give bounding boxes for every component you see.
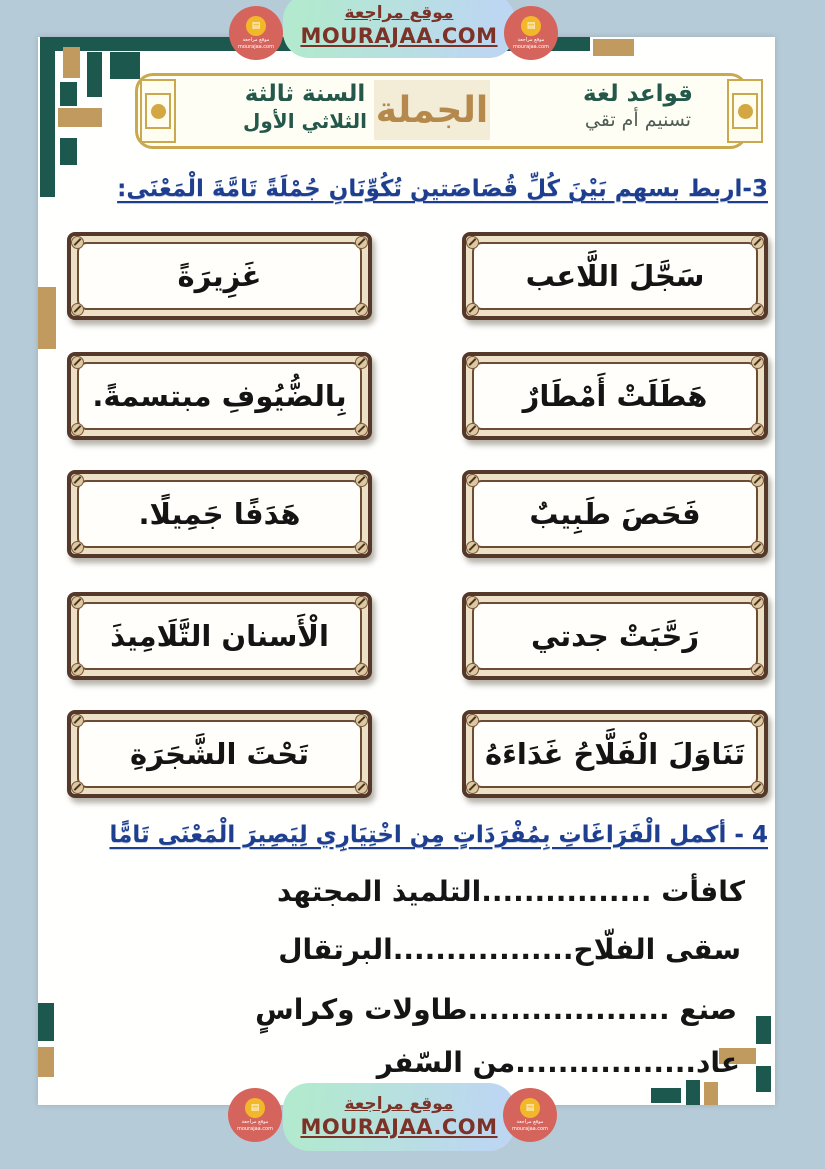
sentence-card[interactable] <box>67 352 372 440</box>
header-subject-block <box>552 80 724 133</box>
site-name-arabic: موقع مراجعة <box>344 3 454 24</box>
logo-book-icon: ▤ <box>245 1098 265 1118</box>
screw-icon <box>466 541 479 554</box>
deco-square <box>87 52 102 97</box>
card-text: سَجَّلَ اللَّاعب <box>472 242 758 310</box>
card-text: الْأَسنان التَّلَامِيذَ <box>77 602 362 670</box>
sentence-card[interactable] <box>462 710 768 798</box>
card-text: بِالضُّيُوفِ مبتسمةً. <box>77 362 362 430</box>
screw-icon <box>71 541 84 554</box>
screw-icon <box>751 423 764 436</box>
screw-icon <box>355 474 368 487</box>
screw-icon <box>751 356 764 369</box>
screw-icon <box>71 423 84 436</box>
site-logo <box>504 6 558 60</box>
sentence-card[interactable] <box>67 232 372 320</box>
screw-icon <box>71 236 84 249</box>
card-text: هَطَلَتْ أَمْطَارٌ <box>472 362 758 430</box>
site-logo <box>503 1088 557 1142</box>
screw-icon <box>751 236 764 249</box>
fill-blank-line[interactable]: سقى الفلّاح.................البرتقال <box>278 933 741 966</box>
screw-icon <box>71 303 84 316</box>
lesson-title-box <box>374 80 490 140</box>
sentence-card[interactable] <box>462 470 768 558</box>
fill-blank-line[interactable]: كافأت ................التلميذ المجتهد <box>277 875 745 908</box>
deco-square <box>38 1047 54 1077</box>
term-label: الثلاثي الأول <box>243 108 367 133</box>
sentence-card[interactable] <box>462 352 768 440</box>
screw-icon <box>466 663 479 676</box>
screw-icon <box>466 474 479 487</box>
screw-icon <box>355 303 368 316</box>
logo-domain: mourajaa.com <box>512 44 549 50</box>
sentence-card[interactable] <box>67 592 372 680</box>
screw-icon <box>71 663 84 676</box>
logo-book-icon: ▤ <box>246 16 266 36</box>
logo-title: موقع مراجعة <box>242 37 270 43</box>
logo-domain: mourajaa.com <box>511 1126 548 1132</box>
deco-square <box>686 1080 700 1105</box>
logo-title: موقع مراجعة <box>516 1119 544 1125</box>
screw-icon <box>355 781 368 794</box>
deco-square <box>60 82 77 106</box>
site-logo <box>228 1088 282 1142</box>
screw-icon <box>466 356 479 369</box>
screw-icon <box>751 541 764 554</box>
logo-book-icon: ▤ <box>520 1098 540 1118</box>
sentence-card[interactable] <box>462 232 768 320</box>
site-url-link[interactable]: MOURAJAA.COM <box>300 1114 498 1139</box>
deco-square <box>756 1016 771 1044</box>
screw-icon <box>71 356 84 369</box>
sentence-card[interactable] <box>67 470 372 558</box>
screw-icon <box>355 596 368 609</box>
screw-icon <box>751 596 764 609</box>
exercise4-instruction: 4 - أكمل الْفَرَاغَاتِ بِمُفْرَدَاتٍ مِن اخْتِيَارِي لِيَصِيرَ الْمَعْنَى تَامًّا <box>109 822 768 848</box>
fill-blank-line[interactable]: صنع ...................طاولات وكراسٍ <box>255 993 737 1026</box>
card-text: تَنَاوَلَ الْفَلَّاحُ غَدَاءَهُ <box>472 720 758 788</box>
card-text: رَحَّبَتْ جدتي <box>472 602 758 670</box>
teacher-label: تسنيم أم تقي <box>584 108 692 131</box>
fill-blank-line[interactable]: عاد.................من السّفر <box>376 1046 740 1079</box>
sentence-card[interactable] <box>462 592 768 680</box>
site-banner-top[interactable] <box>283 0 515 58</box>
exercise3-instruction: 3-اربط بسهم بَيْنَ كُلِّ قُصَاصَتين تُكُوِّنَانِ جُمْلَةً تَامَّةَ الْمَعْنَى: <box>117 176 768 202</box>
screw-icon <box>355 356 368 369</box>
screw-icon <box>71 596 84 609</box>
screw-icon <box>355 236 368 249</box>
screw-icon <box>466 596 479 609</box>
deco-square <box>38 1003 54 1041</box>
screw-icon <box>355 423 368 436</box>
logo-book-icon: ▤ <box>521 16 541 36</box>
grade-label: السنة ثالثة <box>244 81 366 107</box>
sentence-card[interactable] <box>67 710 372 798</box>
deco-square <box>593 39 634 56</box>
logo-domain: mourajaa.com <box>237 44 274 50</box>
endcap-box <box>732 93 758 129</box>
screw-icon <box>71 474 84 487</box>
screw-icon <box>751 714 764 727</box>
screw-icon <box>466 236 479 249</box>
deco-square <box>63 47 80 78</box>
endcap-dot-icon <box>738 104 753 119</box>
screw-icon <box>751 474 764 487</box>
screw-icon <box>71 781 84 794</box>
card-text: فَحَصَ طَبِيبٌ <box>472 480 758 548</box>
header-grade-block <box>225 80 385 134</box>
screw-icon <box>466 714 479 727</box>
screw-icon <box>751 663 764 676</box>
deco-square <box>60 138 77 165</box>
screw-icon <box>466 303 479 316</box>
site-name-arabic: موقع مراجعة <box>344 1094 454 1115</box>
site-url-link[interactable]: MOURAJAA.COM <box>300 23 498 48</box>
screw-icon <box>466 423 479 436</box>
deco-square <box>704 1082 718 1105</box>
logo-title: موقع مراجعة <box>241 1119 269 1125</box>
endcap-dot-icon <box>151 104 166 119</box>
screw-icon <box>355 541 368 554</box>
header-endcap-left <box>140 79 176 143</box>
deco-square <box>651 1088 681 1103</box>
site-logo <box>229 6 283 60</box>
site-banner-bottom[interactable] <box>283 1083 515 1151</box>
screw-icon <box>751 303 764 316</box>
card-text: تَحْتَ الشَّجَرَةِ <box>77 720 362 788</box>
screw-icon <box>71 714 84 727</box>
screw-icon <box>751 781 764 794</box>
header-endcap-right <box>727 79 763 143</box>
deco-square <box>58 108 102 127</box>
screw-icon <box>355 714 368 727</box>
deco-square <box>756 1066 771 1092</box>
deco-square <box>38 287 56 349</box>
screw-icon <box>466 781 479 794</box>
lesson-title: الجملة <box>375 89 489 131</box>
card-text: غَزِيرَةً <box>77 242 362 310</box>
subject-label: قواعد لغة <box>583 81 693 107</box>
endcap-box <box>145 93 171 129</box>
deco-left-bar <box>40 37 55 197</box>
card-text: هَدَفًا جَمِيلًا. <box>77 480 362 548</box>
deco-square <box>110 52 140 79</box>
screw-icon <box>355 663 368 676</box>
logo-title: موقع مراجعة <box>517 37 545 43</box>
logo-domain: mourajaa.com <box>236 1126 273 1132</box>
